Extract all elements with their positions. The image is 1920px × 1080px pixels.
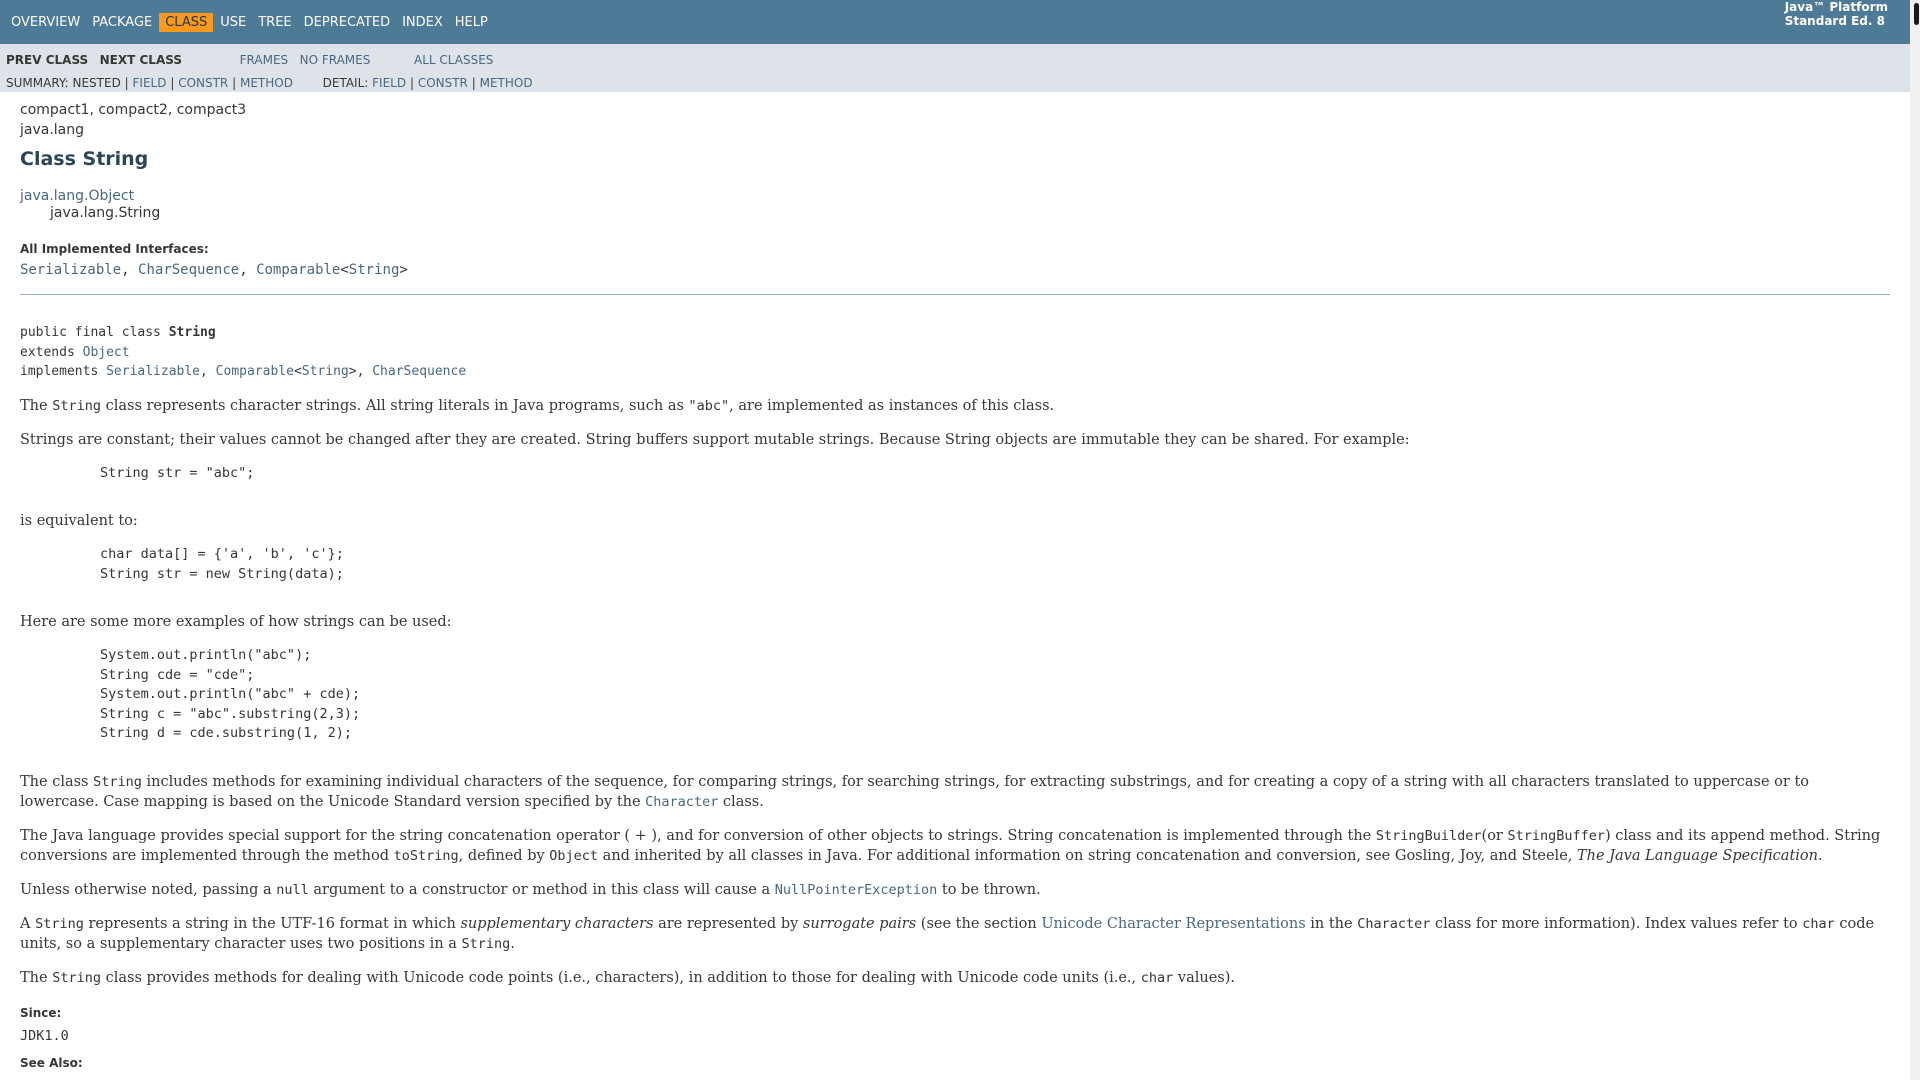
separator: | [232, 76, 237, 90]
detail-label: DETAIL: [322, 76, 369, 90]
decl-comparable-link[interactable]: Comparable [215, 364, 294, 379]
gt: > [348, 364, 357, 379]
nav-overview[interactable]: OVERVIEW [11, 15, 81, 30]
unicode-representations-link[interactable]: Unicode Character Representations [1041, 915, 1306, 932]
desc-paragraph-2: Strings are constant; their values cannot be changed after they are created. String buffers support mutable strings. Because String objects are immutable they can be shared. For example: [20, 431, 1410, 448]
detail-method-link[interactable]: METHOD [479, 76, 533, 90]
lt: < [340, 262, 349, 278]
prev-class-link[interactable]: PREV CLASS [6, 53, 89, 67]
npe-link[interactable]: NullPointerException [774, 881, 938, 898]
since-value: JDK1.0 [20, 1027, 69, 1044]
decl-string-link[interactable]: String [301, 364, 349, 379]
desc-paragraph-5: The class String includes methods for examining individual characters of the sequence, for comparing strings, for searching strings, for extracting substrings, and for creating a copy of a string with all characters translated to uppercase or to lowercase. Case mapping is based on the Unicode Standard version specified by the Character class. [20, 773, 1810, 810]
sub-navbar [0, 44, 1910, 92]
top-navbar [0, 0, 1910, 44]
about-line-2: Standard Ed. 8 [1784, 14, 1885, 28]
string-link[interactable]: String [348, 262, 400, 278]
desc-paragraph-4: Here are some more examples of how strings can be used: [20, 614, 452, 630]
no-frames-link[interactable]: NO FRAMES [299, 53, 371, 67]
desc-paragraph-9: The String class provides methods for dealing with Unicode code points (i.e., characters), in addition to those for dealing with Unicode code units (i.e., char values). [20, 969, 1235, 986]
nav-class[interactable]: CLASS [159, 13, 213, 32]
class-declaration [20, 323, 1890, 382]
gt: > [399, 262, 408, 278]
about-line-1: Java™ Platform [1784, 0, 1888, 14]
character-link[interactable]: Character [645, 793, 719, 810]
decl-modifiers: public final class [20, 325, 169, 340]
separator: | [124, 76, 129, 90]
summary-method-link[interactable]: METHOD [239, 76, 293, 90]
comma: , [121, 262, 130, 278]
detail-field-link[interactable]: FIELD [372, 76, 407, 90]
summary-nested: NESTED [72, 76, 121, 90]
comma: , [356, 364, 365, 379]
detail-constr-link[interactable]: CONSTR [417, 76, 468, 90]
lt: < [293, 364, 302, 379]
page-title: Class String [20, 148, 149, 170]
since-label: Since: [20, 1005, 62, 1020]
decl-class-name: String [168, 325, 216, 340]
interfaces-label: All Implemented Interfaces: [20, 242, 209, 256]
separator: | [409, 76, 414, 90]
code-example-2: char data[] = {'a', 'b', 'c'}; String str = new String(data); [100, 546, 344, 582]
comma: , [200, 364, 208, 379]
code-example-1: String str = "abc"; [100, 464, 255, 481]
separator: | [170, 76, 175, 90]
desc-paragraph-3: is equivalent to: [20, 513, 138, 529]
frames-link[interactable]: FRAMES [239, 53, 289, 67]
subnav-row-1 [6, 49, 493, 71]
nav-tree[interactable]: TREE [258, 15, 292, 30]
inheritance-tree [20, 188, 1890, 222]
current-class: java.lang.String [50, 205, 161, 221]
summary-field-link[interactable]: FIELD [132, 76, 167, 90]
charsequence-link[interactable]: CharSequence [138, 262, 240, 278]
vertical-scrollbar[interactable] [1910, 0, 1920, 1080]
code-example-3: System.out.println("abc"); String cde = "cde"; System.out.println("abc" + cde); String c = "abc".substring(2,3); String d = cde.substring(1, 2); [100, 647, 361, 741]
parent-class-link[interactable]: java.lang.Object [20, 188, 135, 204]
nav-index[interactable]: INDEX [402, 15, 443, 30]
comma: , [239, 262, 248, 278]
top-nav-items [6, 13, 495, 32]
desc-paragraph-8: A String represents a string in the UTF-16 format in which supplementary characters are represented by surrogate pairs (see the section Unicode Character Representations in the Character class for more information). Index values refer to char code units, so a supplementary character uses two positions in a String. [20, 915, 1875, 952]
desc-paragraph-6: The Java language provides special support for the string concatenation operator ( + ), and for conversion of other objects to strings. String concatenation is implemented through the StringBuilder(or StringBuffer) class and its append method. String conversions are implemented through the method toString, defined by Object and inherited by all classes in Java. For additional information on string concatenation and conversion, see Gosling, Joy, and Steele, The Java Language Specification. [20, 827, 1881, 864]
comparable-link[interactable]: Comparable [256, 262, 341, 278]
all-classes-link[interactable]: ALL CLASSES [414, 53, 494, 67]
desc-paragraph-1: The String class represents character strings. All string literals in Java programs, such as "abc", are implemented as instances of this class. [20, 397, 1055, 414]
nav-help[interactable]: HELP [454, 15, 488, 30]
nav-package[interactable]: PACKAGE [92, 15, 153, 30]
desc-paragraph-7: Unless otherwise noted, passing a null argument to a constructor or method in this class will cause a NullPointerException to be thrown. [20, 881, 1041, 898]
profiles-label: compact1, compact2, compact3 [20, 102, 247, 118]
decl-extends: extends [20, 344, 83, 360]
see-also-label: See Also: [20, 1055, 83, 1070]
main-content [20, 100, 1890, 1070]
package-label: java.lang [20, 122, 85, 138]
decl-serializable-link[interactable]: Serializable [106, 364, 201, 379]
decl-object-link[interactable]: Object [82, 344, 130, 360]
serializable-link[interactable]: Serializable [20, 262, 122, 278]
platform-about [1785, 0, 1888, 28]
summary-label: SUMMARY: [6, 76, 69, 90]
nav-deprecated[interactable]: DEPRECATED [303, 15, 391, 30]
interfaces-list [20, 262, 1890, 278]
subnav-row-2 [6, 72, 533, 94]
scrollbar-thumb[interactable] [1914, 3, 1919, 25]
decl-implements: implements [20, 364, 107, 379]
decl-charsequence-link[interactable]: CharSequence [372, 364, 467, 379]
nav-use[interactable]: USE [220, 15, 247, 30]
next-class-link[interactable]: NEXT CLASS [99, 53, 182, 67]
section-divider [20, 294, 1890, 295]
summary-constr-link[interactable]: CONSTR [178, 76, 229, 90]
separator: | [471, 76, 476, 90]
